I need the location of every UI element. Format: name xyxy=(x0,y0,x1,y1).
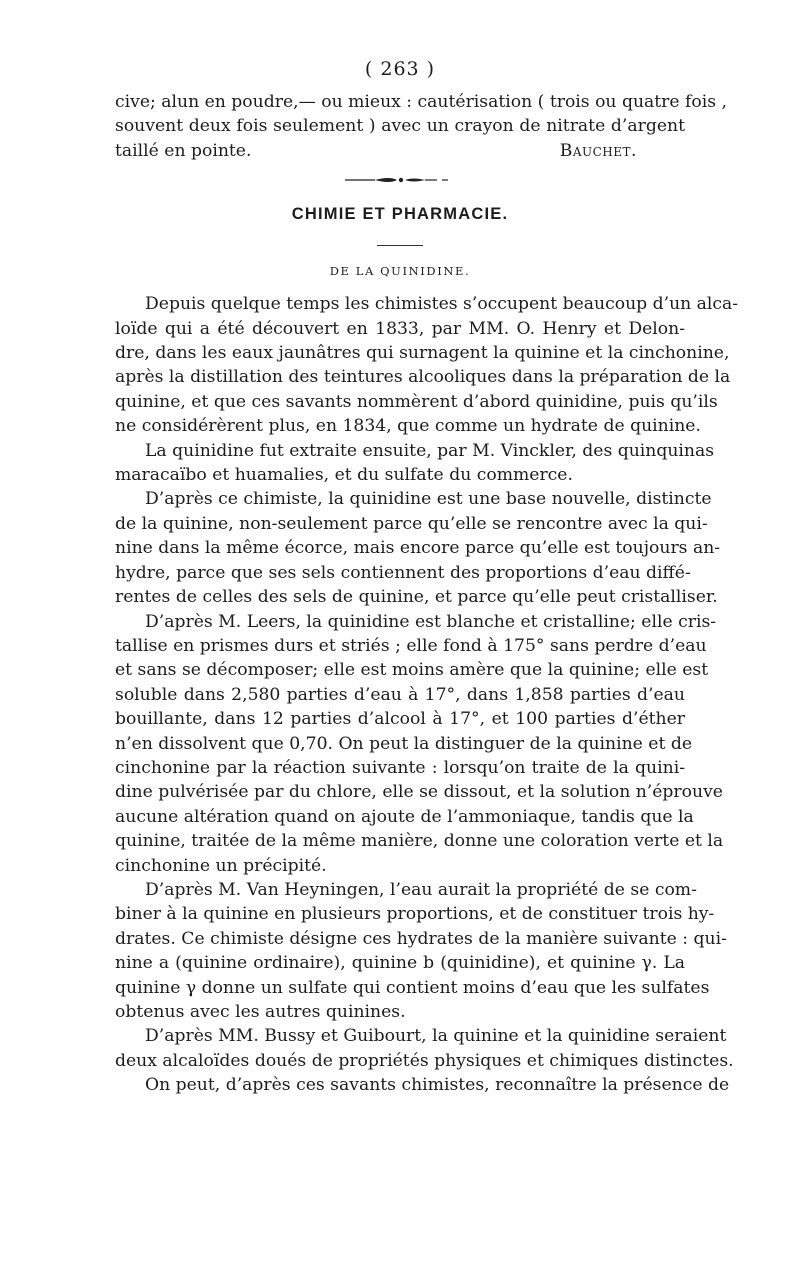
flourish-icon xyxy=(345,175,455,185)
text-line: souvent deux fois seulement ) avec un crayon de nitrate d’argent xyxy=(115,116,685,137)
text-line: D’après M. Van Heyningen, l’eau aurait la propriété de se com- xyxy=(145,879,697,900)
author-signature: Bauchet. xyxy=(559,140,637,161)
text-line: taillé en pointe. xyxy=(115,140,252,161)
text-line: bouillante, dans 12 parties d’alcool à 17°, et 100 parties d’éther xyxy=(115,709,685,730)
text-line: obtenus avec les autres quinines. xyxy=(115,1002,406,1022)
section-title: CHIMIE ET PHARMACIE. xyxy=(291,205,509,224)
text-line: hydre, parce que ses sels contiennent des proportions d’eau diffé- xyxy=(115,562,691,583)
signature-line xyxy=(115,139,685,163)
text-line: et sans se décomposer; elle est moins amère que la quinine; elle est xyxy=(115,660,709,681)
text-line: quinine, traitée de la même manière, donne une coloration verte et la xyxy=(115,831,724,852)
text-line: nine a (quinine ordinaire), quinine b (quinidine), et quinine γ. La xyxy=(115,953,685,974)
text-line: On peut, d’après ces savants chimistes, reconnaître la présence de xyxy=(145,1075,730,1096)
text-line: dine pulvérisée par du chlore, elle se dissout, et la solution n’éprouve xyxy=(115,782,723,803)
text-line: ne considérèrent plus, en 1834, que comme un hydrate de quinine. xyxy=(115,416,701,437)
text-line: soluble dans 2,580 parties d’eau à 17°, dans 1,858 parties d’eau xyxy=(115,684,685,705)
text-line: quinine γ donne un sulfate qui contient moins d’eau que les sulfates xyxy=(115,977,710,998)
text-line: cive; alun en poudre,— ou mieux : cautérisation ( trois ou quatre fois , xyxy=(115,92,727,112)
text-line: quinine, et que ces savants nommèrent d’abord quinidine, puis qu’ils xyxy=(115,391,718,412)
text-line: après la distillation des teintures alcooliques dans la préparation de la xyxy=(115,367,731,388)
body-paragraph xyxy=(115,487,721,609)
body-paragraph xyxy=(115,1073,730,1097)
text-line: aucune altération quand on ajoute de l’ammoniaque, tandis que la xyxy=(115,806,694,827)
text-line: maracaïbo et huamalies, et du sulfate du commerce. xyxy=(115,465,573,486)
text-line: rentes de celles des sels de quinine, et parce qu’elle peut cristalliser. xyxy=(115,587,718,608)
intro-paragraph xyxy=(115,90,727,139)
body-paragraph xyxy=(115,610,724,878)
body-paragraph xyxy=(115,1024,734,1073)
body-paragraph xyxy=(115,292,739,438)
body-paragraph xyxy=(115,439,715,488)
text-line: cinchonine un précipité. xyxy=(115,855,327,876)
text-line: n’en dissolvent que 0,70. On peut la distinguer de la quinine et de xyxy=(115,733,693,754)
body-paragraph xyxy=(115,878,727,1024)
book-page xyxy=(115,58,739,1098)
text-line: biner à la quinine en plusieurs proportions, et de constituer trois hy- xyxy=(115,904,715,925)
page-number: ( 263 ) xyxy=(364,58,436,80)
text-line: tallise en prismes durs et striés ; elle fond à 175° sans perdre d’eau xyxy=(115,635,707,656)
text-line: D’après ce chimiste, la quinidine est une base nouvelle, distincte xyxy=(145,489,712,510)
text-line: drates. Ce chimiste désigne ces hydrates de la manière suivante : qui- xyxy=(115,928,727,949)
text-line: cinchonine par la réaction suivante : lorsqu’on traite de la quini- xyxy=(115,757,685,778)
title-rule xyxy=(377,245,423,246)
text-line: D’après MM. Bussy et Guibourt, la quinine et la quinidine seraient xyxy=(145,1026,727,1047)
text-line: La quinidine fut extraite ensuite, par M. Vinckler, des quinquinas xyxy=(145,440,715,461)
article-subtitle: DE LA QUINIDINE. xyxy=(329,264,471,279)
text-line: nine dans la même écorce, mais encore parce qu’elle est toujours an- xyxy=(115,538,721,559)
separator-ornament xyxy=(115,169,685,191)
text-line: Depuis quelque temps les chimistes s’occupent beaucoup d’un alca- xyxy=(145,294,739,315)
text-line: loïde qui a été découvert en 1833, par MM. O. Henry et Delon- xyxy=(115,318,685,339)
text-line: de la quinine, non-seulement parce qu’elle se rencontre avec la qui- xyxy=(115,513,708,534)
text-line: deux alcaloïdes doués de propriétés physiques et chimiques distinctes. xyxy=(115,1050,734,1071)
text-line: dre, dans les eaux jaunâtres qui surnagent la quinine et la cinchonine, xyxy=(115,343,730,364)
text-line: D’après M. Leers, la quinidine est blanche et cristalline; elle cris- xyxy=(145,611,717,632)
